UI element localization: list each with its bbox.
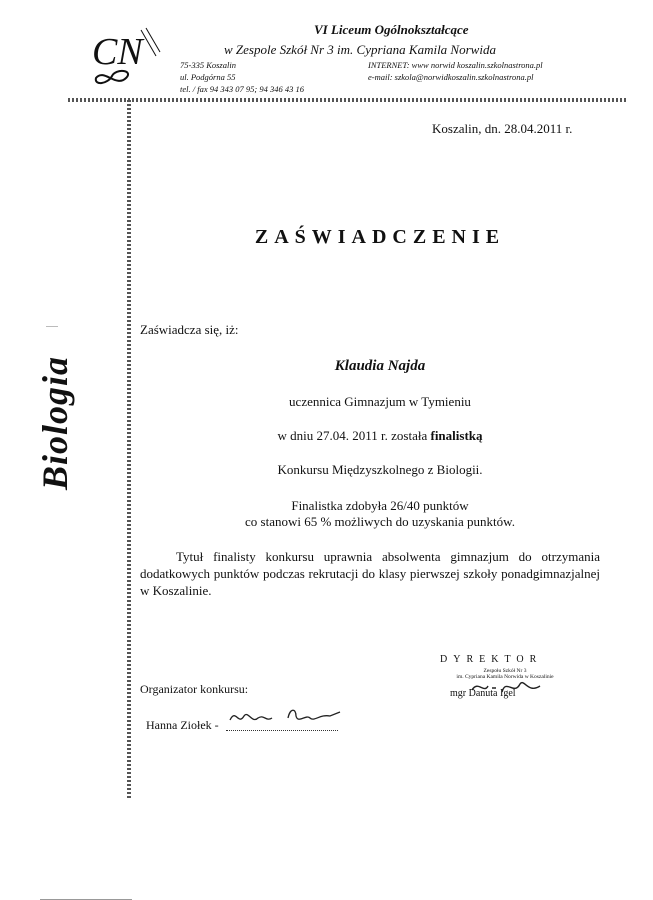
percent-line: co stanowi 65 % możliwych do uzyskania punktów. <box>245 514 515 529</box>
organizer-name: Hanna Ziołek - <box>146 718 219 732</box>
document-title: ZAŚWIADCZENIE <box>254 226 506 248</box>
email: e-mail: szkola@norwidkoszalin.szkolnastrona.pl <box>368 72 534 82</box>
postal-address: 75-335 Koszalin <box>180 60 236 70</box>
student-name: Klaudia Najda <box>334 358 426 374</box>
school-logo <box>86 26 164 90</box>
director-name: mgr Danuta Igel <box>450 688 516 699</box>
phone-fax: tel. / fax 94 343 07 95; 94 346 43 16 <box>180 84 304 94</box>
stamp-line-2: im. Cypriana Kamila Norwida w Koszalinie <box>456 674 554 680</box>
achievement-date: w dniu 27.04. 2011 r. została <box>277 428 428 443</box>
date-line: Koszalin, dn. 28.04.2011 r. <box>432 121 573 136</box>
school-complex: w Zespole Szkół Nr 3 im. Cypriana Kamila Norwida <box>224 42 496 57</box>
achievement-status: finalistką <box>430 428 483 443</box>
points-line: Finalistka zdobyła 26/40 punktów <box>291 498 469 513</box>
director-title: DYREKTOR <box>440 654 543 665</box>
side-border <box>127 100 131 800</box>
street-address: ul. Podgórna 55 <box>180 72 236 82</box>
contest-name: Konkursu Międzyszkolnego z Biologii. <box>277 462 483 477</box>
scan-mark <box>46 326 58 327</box>
website: INTERNET: www norwid koszalin.szkolnastrona.pl <box>368 60 543 70</box>
achievement-line <box>140 428 620 444</box>
intro-text: Zaświadcza się, iż: <box>140 322 239 337</box>
entitlement-paragraph: Tytuł finalisty konkursu uprawnia absolwenta gimnazjum do otrzymania dodatkowych punktów podczas rekrutacji do klasy pierwszej szkoły ponadgimnazjalnej w Koszalinie. <box>140 549 600 598</box>
signature-line <box>226 730 338 731</box>
stamp-line-1: Zespołu Szkół Nr 3 <box>483 668 527 674</box>
subject-label: Biologia <box>35 355 75 490</box>
school-name: VI Liceum Ogólnokształcące <box>314 22 469 37</box>
logo-monogram: CN <box>92 31 143 73</box>
header-divider <box>68 98 628 102</box>
student-school: uczennica Gimnazjum w Tymieniu <box>289 394 471 409</box>
organizer-label: Organizator konkursu: <box>140 682 249 696</box>
